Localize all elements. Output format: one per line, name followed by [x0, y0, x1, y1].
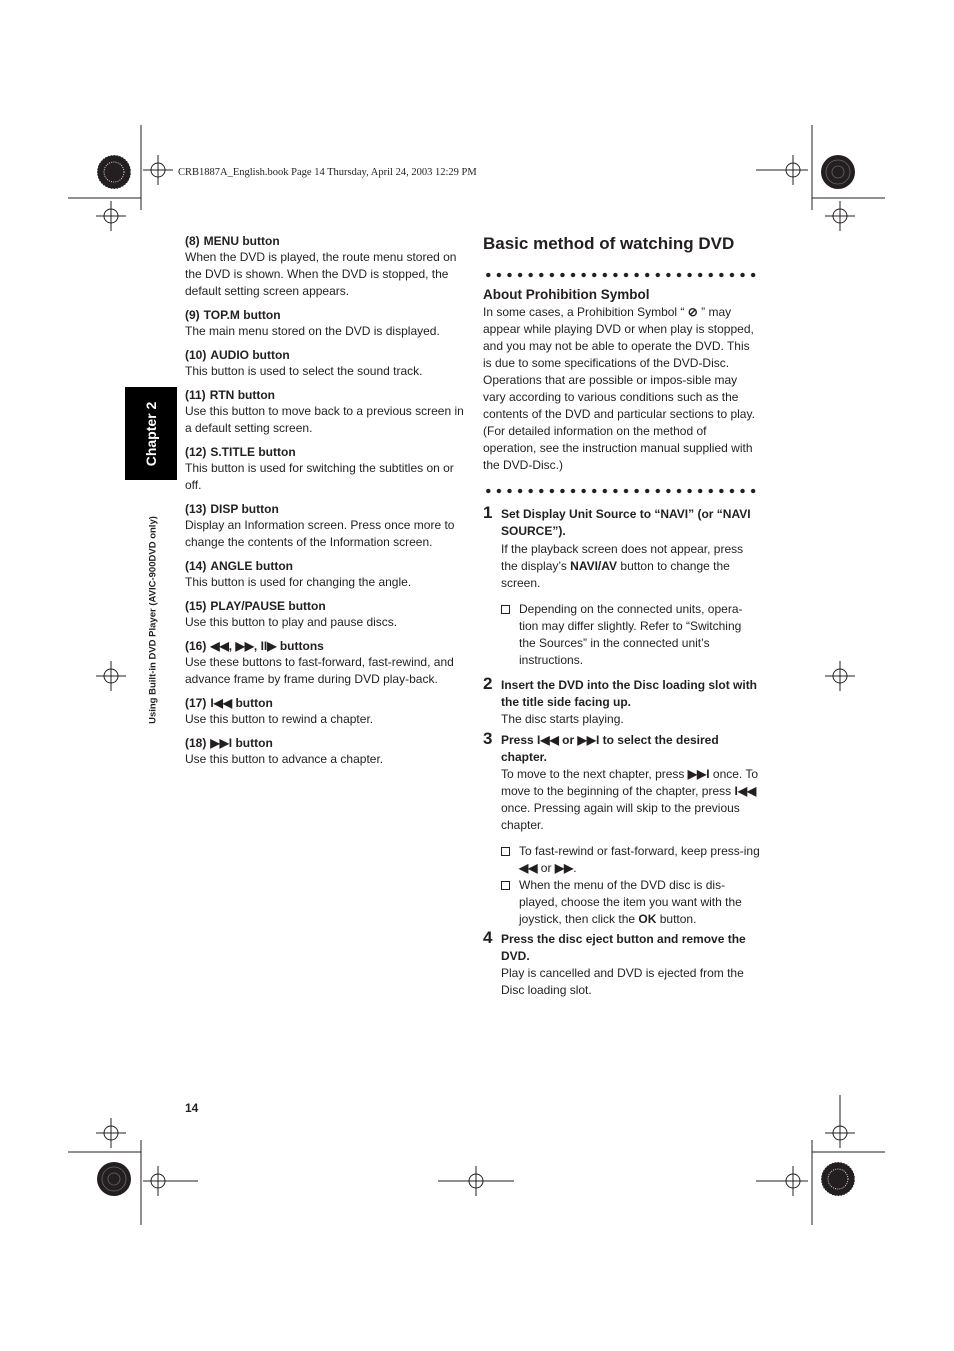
- item-title: (11) RTN button: [185, 388, 276, 402]
- button-description-item: [185, 308, 465, 340]
- step-title: Set Display Unit Source to “NAVI” (or “NAVI SOURCE”).: [501, 507, 751, 538]
- note: When the menu of the DVD disc is dis-played, choose the item you want with the joystick, then click the OK button.: [501, 877, 761, 928]
- button-description-item: [185, 639, 465, 688]
- item-body: Use this button to play and pause discs.: [185, 615, 398, 629]
- button-description-item: [185, 234, 465, 300]
- item-title: (15) PLAY/PAUSE button: [185, 599, 326, 613]
- step-1: [483, 503, 761, 592]
- step-body: To move to the next chapter, press ▶▶I once. To move to the beginning of the chapter, press I◀◀ once. Pressing again will skip to the previous chapter.: [501, 767, 759, 832]
- button-descriptions: [185, 234, 465, 776]
- item-body: This button is used for switching the subtitles on or off.: [185, 461, 454, 492]
- prohibition-title: About Prohibition Symbol: [483, 287, 650, 302]
- item-title: (17) I◀◀ button: [185, 696, 273, 710]
- item-title: (13) DISP button: [185, 502, 279, 516]
- step-body: Play is cancelled and DVD is ejected from the Disc loading slot.: [501, 966, 744, 997]
- item-body: This button is used to select the sound track.: [185, 364, 423, 378]
- button-description-item: [185, 502, 465, 551]
- prohibition-icon: ⊘: [687, 305, 698, 319]
- chapter-tab: [125, 387, 177, 480]
- main-section: [483, 232, 761, 999]
- step-2: [483, 674, 761, 728]
- item-title: (12) S.TITLE button: [185, 445, 296, 459]
- step-4: [483, 928, 761, 999]
- button-description-item: [185, 559, 465, 591]
- item-title: (8) MENU button: [185, 234, 280, 248]
- rewind-icon: ◀◀: [519, 861, 538, 875]
- item-title: (14) ANGLE button: [185, 559, 293, 573]
- step-title: Insert the DVD into the Disc loading slot with the title side facing up.: [501, 678, 758, 709]
- item-body: The main menu stored on the DVD is displayed.: [185, 324, 440, 338]
- previous-chapter-icon: I◀◀: [734, 784, 757, 798]
- item-title: (9) TOP.M button: [185, 308, 281, 322]
- note-checkbox-icon: [501, 847, 510, 856]
- note-checkbox-icon: [501, 881, 510, 890]
- item-body: Use this button to advance a chapter.: [185, 752, 384, 766]
- step-title: Press I◀◀ or ▶▶I to select the desired chapter.: [501, 733, 719, 764]
- fast-forward-icon: ▶▶: [554, 861, 574, 875]
- section-side-label: Using Built-in DVD Player (AVIC-900DVD only): [147, 516, 159, 724]
- step-number: 3: [483, 729, 493, 748]
- item-body: This button is used for changing the angle.: [185, 575, 412, 589]
- item-body: Use these buttons to fast-forward, fast-rewind, and advance frame by frame during DVD play-back.: [185, 655, 454, 686]
- page-number: 14: [185, 1101, 199, 1115]
- step-body: If the playback screen does not appear, press the display’s NAVI/AV button to change the screen.: [501, 542, 744, 590]
- step-3: [483, 729, 761, 834]
- step-number: 2: [483, 674, 493, 693]
- dotted-divider: [483, 272, 761, 278]
- button-description-item: [185, 388, 465, 437]
- item-title: (16) ◀◀, ▶▶, II▶ buttons: [185, 639, 324, 653]
- note-checkbox-icon: [501, 605, 510, 614]
- button-description-item: [185, 599, 465, 631]
- item-title: (18) ▶▶I button: [185, 736, 273, 750]
- button-description-item: [185, 348, 465, 380]
- item-title: (10) AUDIO button: [185, 348, 290, 362]
- step-body: The disc starts playing.: [501, 712, 624, 726]
- button-description-item: [185, 736, 465, 768]
- note: Depending on the connected units, opera-tion may differ slightly. Refer to “Switching the Sources” in the connected unit’s instructions.: [501, 601, 761, 669]
- section-title: Basic method of watching DVD: [483, 234, 735, 253]
- next-chapter-icon: ▶▶I: [577, 733, 600, 747]
- prohibition-body: In some cases, a Prohibition Symbol “ ⊘ ” may appear while playing DVD or when play is stopped, and you may not be able to operate the DVD. This is due to some specifications of the DVD-Disc. Operations that are possible or impos-sible may vary according to various conditions such as the contents of the DVD and particular sections to play. (For detailed information on the method of operation, see the instruction manual supplied with the DVD-Disc.): [483, 305, 755, 472]
- dotted-divider: [483, 488, 761, 494]
- button-description-item: [185, 445, 465, 494]
- step-number: 1: [483, 503, 493, 522]
- previous-chapter-icon: I◀◀: [537, 733, 559, 747]
- note: To fast-rewind or fast-forward, keep press-ing ◀◀ or ▶▶.: [501, 843, 761, 877]
- next-chapter-icon: ▶▶I: [687, 767, 710, 781]
- step-title: Press the disc eject button and remove the DVD.: [501, 932, 746, 963]
- print-header: CRB1887A_English.book Page 14 Thursday, April 24, 2003 12:29 PM: [178, 167, 477, 178]
- item-body: Display an Information screen. Press once more to change the contents of the Information screen.: [185, 518, 455, 549]
- button-description-item: [185, 696, 465, 728]
- item-body: Use this button to rewind a chapter.: [185, 712, 374, 726]
- step-number: 4: [483, 928, 493, 947]
- chapter-label: Chapter 2: [143, 401, 159, 466]
- item-body: Use this button to move back to a previous screen in a default setting screen.: [185, 404, 464, 435]
- item-body: When the DVD is played, the route menu stored on the DVD is shown. When the DVD is stopped, the default setting screen appears.: [185, 250, 457, 298]
